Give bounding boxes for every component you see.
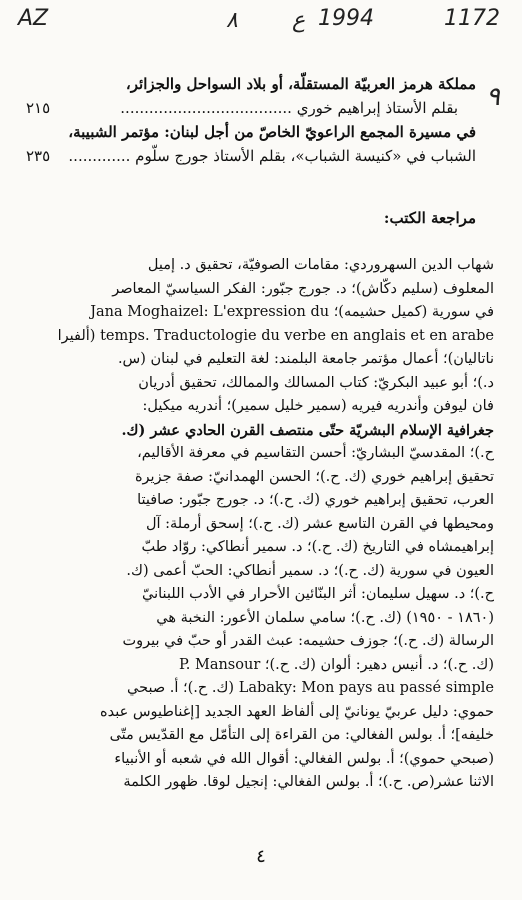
body-line: المعلوف (سليم دكّاش)؛ د. جورج جبّور: الفكر السياسيّ المعاصر bbox=[112, 280, 494, 297]
body-line: temps. Traductologie du verbe en anglais et en arabe (ألفيرا bbox=[57, 327, 494, 344]
toc-entry-author: الشباب في «كنيسة الشباب»، بقلم الأستاذ جورج سلّوم ............. bbox=[68, 147, 476, 165]
body-line: الرسالة (ك. ح.)؛ جوزف حشيمه: عبث القدر أو حبّ في بيروت bbox=[122, 633, 494, 649]
toc-line bbox=[26, 96, 476, 120]
toc-line bbox=[26, 120, 476, 144]
handwritten-margin-mark: ٩ bbox=[486, 82, 500, 112]
body-line: ناتاليان)؛ أعمال مؤتمر جامعة البلمند: لغة التعليم في لبنان (س. bbox=[117, 351, 494, 367]
handwritten-mark-top-left: AZ bbox=[18, 6, 49, 31]
body-line: شهاب الدين السهروردي: مقامات الصوفيّة، تحقيق د. إميل bbox=[147, 257, 494, 273]
body-line: (صبحي حموي)؛ أ. بولس الفغالي: أقوال الله في شعبه أو الأنبياء bbox=[114, 750, 494, 767]
body-line: ح.)؛ المقدسيّ البشاريّ: أحسن التقاسيم في معرفة الأقاليم، bbox=[137, 445, 494, 461]
body-line: إبراهيمشاه في التاريخ (ك. ح.)؛ د. سمير أنطاكي: روّاد طبّ bbox=[141, 539, 494, 555]
table-of-contents bbox=[26, 72, 476, 168]
handwritten-number-top-right: 1172 bbox=[444, 6, 500, 31]
toc-line bbox=[26, 144, 476, 168]
body-line: العيون في سورية (ك. ح.)؛ د. سمير أنطاكي: الحبّ أعمى (ك. bbox=[126, 562, 494, 579]
handwritten-mark-top-mid-b: ع bbox=[292, 8, 306, 33]
body-line: في سورية (كميل حشيمه)؛ Jana Moghaizel: L'expression du bbox=[90, 304, 494, 320]
body-line: (ك. ح.)؛ د. أنيس دهير: ألوان (ك. ح.)؛ P. Mansour bbox=[178, 656, 494, 673]
body-line: خليفه]؛ أ. بولس الفغالي: من القراءة إلى التأمّل مع القدّيس متّى bbox=[109, 727, 494, 743]
body-line: جغرافية الإسلام البشريّة حتّى منتصف القرن الحادي عشر (ك. bbox=[121, 421, 494, 439]
page-number: ٤ bbox=[256, 846, 266, 867]
toc-line bbox=[26, 72, 476, 96]
body-line: تحقيق إبراهيم خوري (ك. ح.)؛ الحسن الهمدانيّ: صفة جزيرة bbox=[134, 468, 494, 485]
body-line: العرب، تحقيق إبراهيم خوري (ك. ح.)؛ د. جورج جبّور: صافيتا bbox=[137, 492, 494, 508]
toc-entry-author: بقلم الأستاذ إبراهيم خوري .................................... bbox=[120, 99, 458, 117]
body-line: (١٨٦٠ - ١٩٥٠) (ك. ح.)؛ سامي سلمان الأعور: النخبة هي bbox=[156, 609, 494, 626]
toc-page-number: ٢٣٥ bbox=[26, 147, 51, 165]
section-title: مراجعة الكتب: bbox=[383, 209, 476, 227]
handwritten-mark-top-mid-a: ٨ bbox=[226, 8, 238, 33]
body-line: فان ليوفن وأندريه فيريه (سمير خليل سمير)؛ أندريه ميكيل: bbox=[142, 398, 494, 414]
handwritten-year: 1994 bbox=[318, 6, 374, 31]
toc-entry-title: مملكة هرمز العربيّة المستقلّة، أو بلاد السواحل والجزائر، bbox=[125, 75, 476, 93]
body-line: د.)؛ أبو عبيد البكريّ: كتاب المسالك والممالك، تحقيق أدريان bbox=[138, 374, 494, 391]
body-line: Labaky: Mon pays au passé simple (ك. ح.)؛ أ. صبحي bbox=[127, 680, 494, 696]
toc-entry-title: في مسيرة المجمع الراعويّ الخاصّ من أجل لبنان: مؤتمر الشبيبة، bbox=[68, 123, 476, 141]
body-line: ح.)؛ د. سهيل سليمان: أثر البنّائين الأحرار في الأدب اللبنانيّ bbox=[141, 586, 494, 602]
body-line: ومحيطها في القرن التاسع عشر (ك. ح.)؛ إسحق أرملة: آل bbox=[145, 515, 494, 532]
body-line: الاثنا عشر(ص. ح.)؛ أ. بولس الفغالي: إنجيل لوقا. ظهور الكلمة bbox=[123, 774, 494, 790]
body-line: حموي: دليل عربيّ يونانيّ إلى ألفاظ العهد الجديد [إغناطيوس عبده bbox=[99, 703, 494, 720]
book-reviews-body bbox=[40, 254, 494, 795]
toc-page-number: ٢١٥ bbox=[26, 99, 51, 117]
